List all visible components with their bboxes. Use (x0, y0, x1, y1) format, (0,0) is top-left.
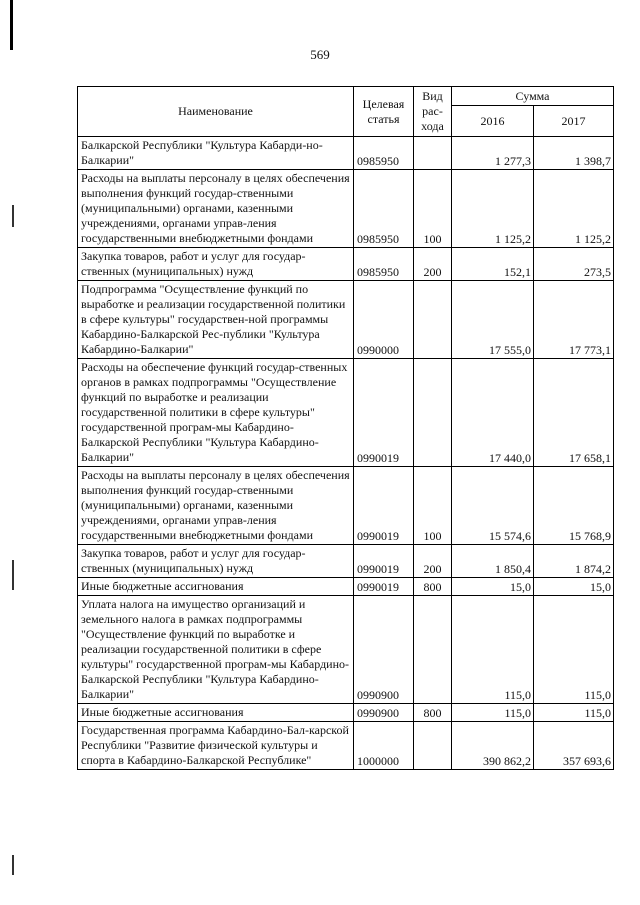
row-expense-type (414, 281, 452, 359)
row-expense-type: 800 (414, 704, 452, 722)
row-sum-2017: 115,0 (534, 596, 614, 704)
row-name: Подпрограмма "Осуществление функций по выработке и реализации государственной политики в сфере культуры" государствен-ной программы Кабардино-Балкарской Рес-публики "Культура Кабардино-Балкарии" (78, 281, 354, 359)
row-sum-2017: 17 773,1 (534, 281, 614, 359)
row-sum-2016: 1 277,3 (452, 137, 534, 170)
row-sum-2016: 15 574,6 (452, 467, 534, 545)
table-body (78, 137, 614, 770)
table-row (78, 248, 614, 281)
row-sum-2016: 390 862,2 (452, 722, 534, 770)
row-name: Закупка товаров, работ и услуг для государ-ственных (муниципальных) нужд (78, 545, 354, 578)
table-row (78, 281, 614, 359)
row-expense-type: 200 (414, 248, 452, 281)
row-expense-type (414, 596, 452, 704)
row-name: Балкарской Республики "Культура Кабарди-но-Балкарии" (78, 137, 354, 170)
scan-margin-mark (12, 560, 14, 590)
row-target-article: 0985950 (354, 137, 414, 170)
row-target-article: 0990019 (354, 359, 414, 467)
row-name: Иные бюджетные ассигнования (78, 704, 354, 722)
row-name: Государственная программа Кабардино-Бал-карской Республики "Развитие физической культуры и спорта в Кабардино-Балкарской Республике" (78, 722, 354, 770)
row-sum-2017: 17 658,1 (534, 359, 614, 467)
table-row (78, 596, 614, 704)
row-sum-2017: 15,0 (534, 578, 614, 596)
row-sum-2017: 1 125,2 (534, 170, 614, 248)
row-target-article: 0985950 (354, 170, 414, 248)
row-expense-type (414, 722, 452, 770)
row-name: Расходы на выплаты персоналу в целях обеспечения выполнения функций государ-ственными (муниципальными) органами, казенными учреждениями, органами управ-ления государственными внебюджетными фондами (78, 467, 354, 545)
row-expense-type: 800 (414, 578, 452, 596)
scan-margin-mark (12, 855, 14, 875)
row-target-article: 0990019 (354, 467, 414, 545)
budget-table (77, 86, 614, 770)
scan-margin-mark (12, 205, 14, 227)
header-year-2017: 2017 (534, 106, 614, 137)
page-number: 569 (310, 47, 330, 62)
row-name: Расходы на выплаты персоналу в целях обеспечения выполнения функций государ-ственными (муниципальными) органами, казенными учреждениями, органами управ-ления государственными внебюджетными фондами (78, 170, 354, 248)
header-target-article: Целевая статья (354, 87, 414, 137)
table-row (78, 545, 614, 578)
table-row (78, 704, 614, 722)
row-sum-2017: 115,0 (534, 704, 614, 722)
row-target-article: 0990900 (354, 704, 414, 722)
table-row (78, 578, 614, 596)
header-year-2016: 2016 (452, 106, 534, 137)
row-expense-type (414, 137, 452, 170)
table-row (78, 722, 614, 770)
header-sum: Сумма (452, 87, 614, 106)
row-sum-2016: 17 555,0 (452, 281, 534, 359)
header-name: Наименование (78, 87, 354, 137)
row-target-article: 0990019 (354, 545, 414, 578)
row-sum-2017: 273,5 (534, 248, 614, 281)
row-expense-type (414, 359, 452, 467)
row-name: Иные бюджетные ассигнования (78, 578, 354, 596)
table-row (78, 359, 614, 467)
row-sum-2016: 17 440,0 (452, 359, 534, 467)
row-sum-2017: 1 874,2 (534, 545, 614, 578)
row-sum-2016: 15,0 (452, 578, 534, 596)
row-target-article: 0990900 (354, 596, 414, 704)
row-sum-2016: 1 850,4 (452, 545, 534, 578)
row-sum-2017: 15 768,9 (534, 467, 614, 545)
row-sum-2017: 1 398,7 (534, 137, 614, 170)
row-target-article: 0990019 (354, 578, 414, 596)
row-expense-type: 100 (414, 467, 452, 545)
row-expense-type: 100 (414, 170, 452, 248)
row-name: Расходы на обеспечение функций государ-ственных органов в рамках подпрограммы "Осуществление функций по выработке и реализации государственной политики в сфере культуры" государственной програм-мы Кабардино-Балкарской Республики "Культура Кабардино-Балкарии" (78, 359, 354, 467)
row-sum-2016: 1 125,2 (452, 170, 534, 248)
row-target-article: 1000000 (354, 722, 414, 770)
row-sum-2016: 115,0 (452, 596, 534, 704)
row-expense-type: 200 (414, 545, 452, 578)
row-sum-2017: 357 693,6 (534, 722, 614, 770)
row-sum-2016: 115,0 (452, 704, 534, 722)
header-expense-type: Вид рас-хода (414, 87, 452, 137)
row-sum-2016: 152,1 (452, 248, 534, 281)
row-name: Закупка товаров, работ и услуг для государ-ственных (муниципальных) нужд (78, 248, 354, 281)
row-target-article: 0990000 (354, 281, 414, 359)
table-row (78, 467, 614, 545)
table-row (78, 170, 614, 248)
table-row (78, 137, 614, 170)
scan-edge-mark (10, 0, 13, 50)
row-name: Уплата налога на имущество организаций и земельного налога в рамках подпрограммы "Осуществление функций по выработке и реализации государственной политики в сфере культуры" государственной програм-мы Кабардино-Балкарской Республики "Культура Кабардино-Балкарии" (78, 596, 354, 704)
row-target-article: 0985950 (354, 248, 414, 281)
